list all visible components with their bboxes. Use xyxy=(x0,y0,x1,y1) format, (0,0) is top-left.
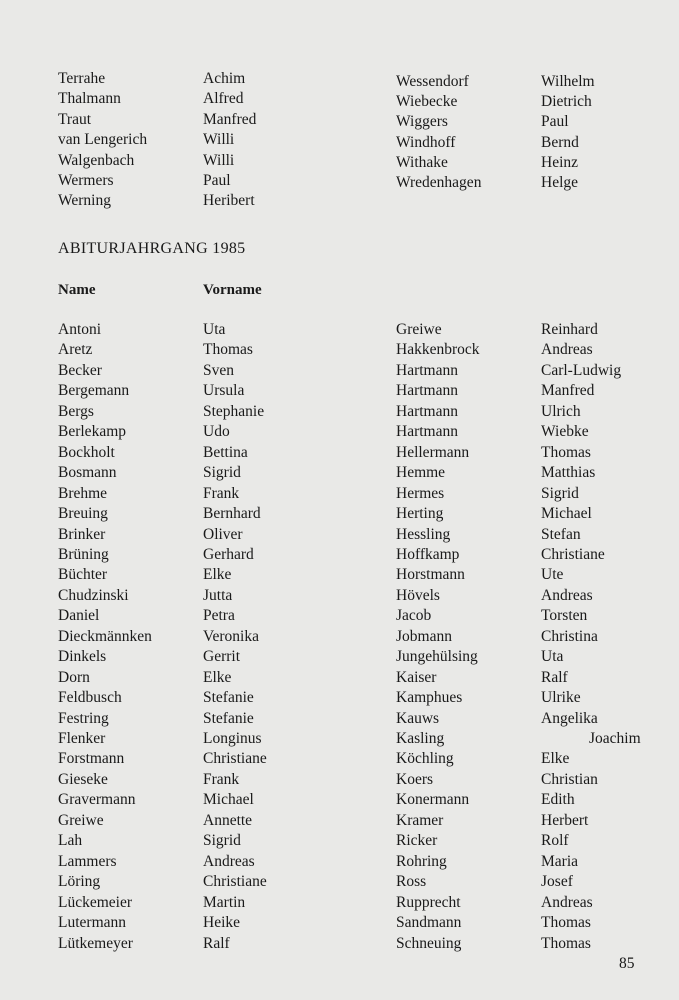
first-name: Petra xyxy=(203,607,235,625)
surname: Dorn xyxy=(58,668,90,686)
surname: Brüning xyxy=(58,545,109,563)
first-name: Martin xyxy=(203,893,246,911)
first-name: Manfred xyxy=(541,382,595,400)
first-name: Elke xyxy=(203,668,232,686)
first-name: Ulrich xyxy=(541,402,581,420)
surname: Brinker xyxy=(58,525,106,543)
surname: Herting xyxy=(396,505,444,523)
first-name: Bettina xyxy=(203,443,248,461)
first-name: Achim xyxy=(203,70,246,87)
surname: Wessendorf xyxy=(396,73,469,90)
column-header-vorname: Vorname xyxy=(203,282,262,298)
first-name: Edith xyxy=(541,791,575,809)
surname: van Lengerich xyxy=(58,131,148,149)
surname: Schneuing xyxy=(396,934,462,952)
first-name: Frank xyxy=(203,484,240,502)
surname: Kramer xyxy=(396,811,444,829)
surname: Jobmann xyxy=(396,627,452,645)
surname: Becker xyxy=(58,361,102,379)
surname: Ross xyxy=(396,873,427,891)
surname: Büchter xyxy=(58,566,108,584)
surname: Brehme xyxy=(58,484,108,502)
first-name: Christiane xyxy=(203,873,267,891)
first-name: Thomas xyxy=(541,443,591,461)
first-name: Dietrich xyxy=(541,93,592,111)
first-name: Ulrike xyxy=(541,689,581,707)
section-heading: ABITURJAHRGANG 1985 xyxy=(58,240,246,257)
first-name: Elke xyxy=(203,566,232,584)
first-name: Wilhelm xyxy=(541,73,595,90)
surname: Kamphues xyxy=(396,689,463,707)
first-name: Sigrid xyxy=(541,484,579,502)
surname: Hakkenbrock xyxy=(396,341,480,359)
first-name: Stefan xyxy=(541,525,581,543)
first-name: Christina xyxy=(541,627,598,645)
first-name: Willi xyxy=(203,151,235,169)
surname: Chudzinski xyxy=(58,586,129,604)
surname: Werning xyxy=(58,192,111,210)
first-name: Christiane xyxy=(203,750,267,768)
surname: Hellermann xyxy=(396,443,470,461)
surname: Lammers xyxy=(58,852,117,870)
first-name: Helge xyxy=(541,174,579,191)
first-name: Stefanie xyxy=(203,709,254,727)
first-name: Ralf xyxy=(203,934,230,952)
surname: Rupprecht xyxy=(396,893,461,911)
first-name: Josef xyxy=(541,873,573,891)
surname: Kauws xyxy=(396,709,440,727)
first-name: Willi xyxy=(203,131,235,149)
first-name: Angelika xyxy=(541,709,598,727)
surname: Traut xyxy=(58,110,92,128)
first-name: Gerrit xyxy=(203,648,241,666)
surname: Dinkels xyxy=(58,648,107,666)
first-name: Ralf xyxy=(541,668,568,686)
surname: Forstmann xyxy=(58,750,125,768)
surname: Kasling xyxy=(396,730,445,747)
surname: Jacob xyxy=(396,607,432,625)
first-name: Christiane xyxy=(541,545,605,563)
first-name: Uta xyxy=(203,321,226,338)
surname: Hartmann xyxy=(396,361,458,379)
surname: Hartmann xyxy=(396,382,458,400)
surname: Walgenbach xyxy=(58,151,135,169)
first-name: Bernd xyxy=(541,133,579,151)
surname: Hövels xyxy=(396,586,440,604)
first-name: Uta xyxy=(541,648,564,666)
first-name: Frank xyxy=(203,770,240,788)
surname: Kaiser xyxy=(396,668,437,686)
surname: Hartmann xyxy=(396,402,458,420)
surname: Lah xyxy=(58,832,83,850)
first-name: Carl-Ludwig xyxy=(541,361,622,379)
first-name: Wiebke xyxy=(541,423,589,441)
surname: Lutermann xyxy=(58,914,127,932)
surname: Daniel xyxy=(58,607,100,625)
surname: Greiwe xyxy=(396,321,442,338)
page-number: 85 xyxy=(619,955,635,972)
column-header-name: Name xyxy=(58,282,96,298)
surname: Wiebecke xyxy=(396,93,458,111)
surname: Breuing xyxy=(58,505,108,523)
first-name: Andreas xyxy=(541,893,593,911)
first-name: Bernhard xyxy=(203,505,261,523)
first-name: Christian xyxy=(541,770,598,788)
first-name: Oliver xyxy=(203,525,243,543)
first-name: Annette xyxy=(203,811,253,829)
surname: Gravermann xyxy=(58,791,136,809)
surname: Greiwe xyxy=(58,811,104,829)
first-name: Ute xyxy=(541,566,564,584)
first-name: Paul xyxy=(203,172,231,189)
first-name: Manfred xyxy=(203,110,257,128)
surname: Konermann xyxy=(396,791,470,809)
first-name: Sigrid xyxy=(203,832,241,850)
first-name: Thomas xyxy=(541,934,591,952)
first-name: Rolf xyxy=(541,832,569,850)
first-name: Gerhard xyxy=(203,545,254,563)
surname: Bergemann xyxy=(58,382,130,400)
first-name: Michael xyxy=(541,505,592,523)
first-name: Michael xyxy=(203,791,254,809)
surname: Thalmann xyxy=(58,90,121,108)
surname: Hermes xyxy=(396,484,445,502)
surname: Bosmann xyxy=(58,464,117,482)
first-name: Sigrid xyxy=(203,464,241,482)
first-name: Reinhard xyxy=(541,321,598,338)
surname: Hemme xyxy=(396,464,446,482)
surname: Wredenhagen xyxy=(396,174,482,191)
first-name: Elke xyxy=(541,750,570,768)
first-name: Torsten xyxy=(541,607,588,625)
surname: Flenker xyxy=(58,730,106,747)
surname: Sandmann xyxy=(396,914,462,932)
first-name: Stephanie xyxy=(203,402,265,420)
surname: Löring xyxy=(58,873,101,891)
first-name: Andreas xyxy=(203,852,255,870)
first-name: Longinus xyxy=(203,730,262,747)
first-name: Heribert xyxy=(203,192,255,210)
surname: Hessling xyxy=(396,525,451,543)
surname: Withake xyxy=(396,153,448,171)
surname: Ricker xyxy=(396,832,438,850)
first-name: Herbert xyxy=(541,811,589,829)
first-name: Andreas xyxy=(541,341,593,359)
first-name: Andreas xyxy=(541,586,593,604)
surname: Köchling xyxy=(396,750,454,768)
surname: Feldbusch xyxy=(58,689,122,707)
surname: Hartmann xyxy=(396,423,458,441)
first-name: Matthias xyxy=(541,464,596,482)
surname: Dieckmännken xyxy=(58,627,152,645)
first-name: Thomas xyxy=(203,341,253,359)
surname: Horstmann xyxy=(396,566,465,584)
surname: Terrahe xyxy=(58,70,106,87)
first-name: Paul xyxy=(541,113,569,131)
surname: Koers xyxy=(396,770,434,788)
first-name: Ursula xyxy=(203,382,245,400)
surname: Antoni xyxy=(58,321,102,338)
surname: Wiggers xyxy=(396,113,448,131)
first-name: Thomas xyxy=(541,914,591,932)
first-name: Alfred xyxy=(203,90,244,108)
first-name: Heinz xyxy=(541,153,579,171)
surname: Berlekamp xyxy=(58,423,127,441)
surname: Lütkemeyer xyxy=(58,934,133,952)
surname: Bergs xyxy=(58,402,94,420)
surname: Aretz xyxy=(58,341,93,359)
first-name: Stefanie xyxy=(203,689,254,707)
surname: Windhoff xyxy=(396,133,456,151)
first-name: Maria xyxy=(541,852,579,870)
first-name: Sven xyxy=(203,361,234,379)
surname: Festring xyxy=(58,709,109,727)
surname: Rohring xyxy=(396,852,447,870)
first-name: Udo xyxy=(203,423,230,441)
surname: Wermers xyxy=(58,172,114,189)
surname: Jungehülsing xyxy=(396,648,478,666)
surname: Bockholt xyxy=(58,443,115,461)
surname: Lückemeier xyxy=(58,893,133,911)
surname: Hoffkamp xyxy=(396,545,460,563)
first-name: Heike xyxy=(203,914,241,932)
surname: Gieseke xyxy=(58,770,108,788)
first-name: Jutta xyxy=(203,586,233,604)
first-name: Veronika xyxy=(203,627,259,645)
first-name: Joachim xyxy=(589,730,641,747)
